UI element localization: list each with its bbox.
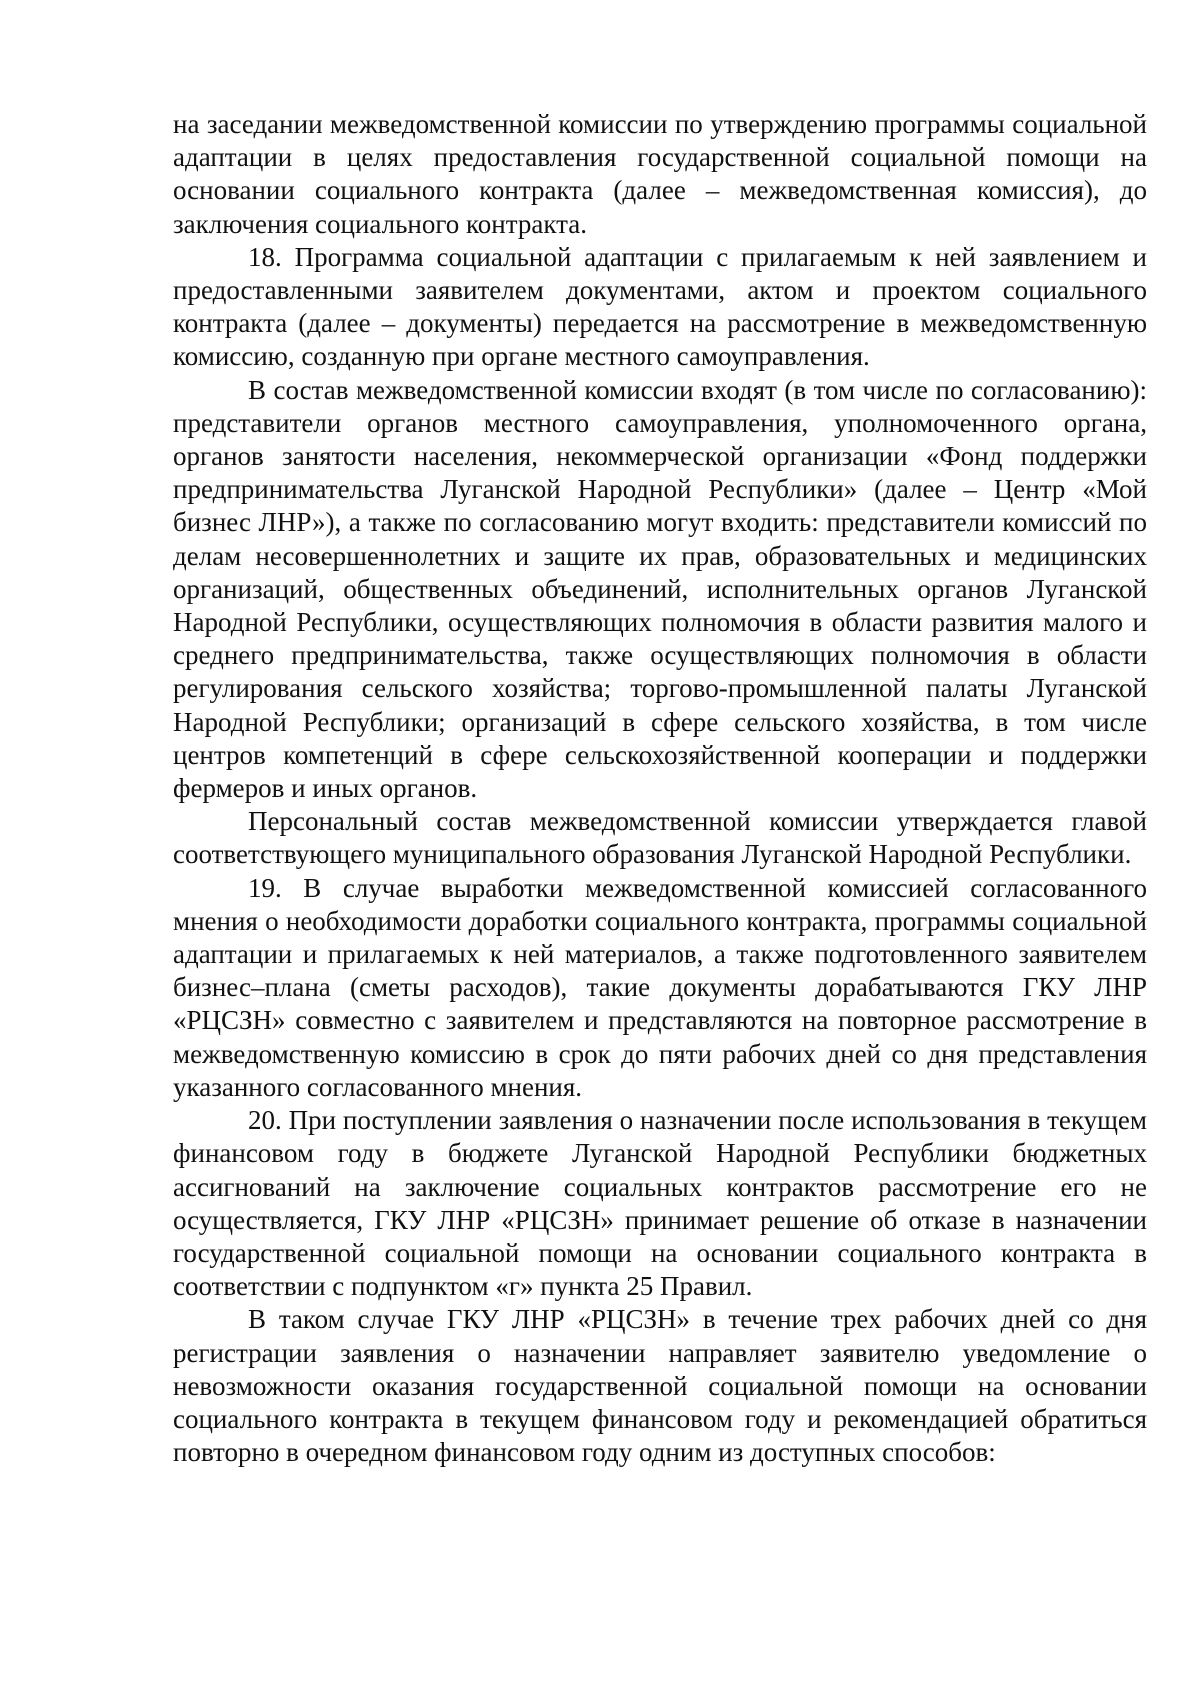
paragraph-20: 20. При поступлении заявления о назначении после использования в текущем финансовом году в бюджете Луганской Народной Республики бюджетных ассигнований на заключение социальных контрактов рассмотрение его не осуществляется, ГКУ ЛНР «РЦСЗН» принимает решение об отказе в назначении государственной социальной помощи на основании социального контракта в соответствии с подпунктом «г» пункта 25 Правил. [173,1105,1147,1302]
paragraph-18-personal-composition: Персональный состав межведомственной комиссии утверждается главой соответствующего муниципального образования Луганской Народной Республики. [173,806,1147,870]
paragraph-18: 18. Программа социальной адаптации с прилагаемым к ней заявлением и предоставленными заявителем документами, актом и проектом социального контракта (далее – документы) передается на рассмотрение в межведомственную комиссию, созданную при органе местного самоуправления. [173,241,1147,372]
paragraph-20-notification: В таком случае ГКУ ЛНР «РЦСЗН» в течение трех рабочих дней со дня регистрации заявления о назначении направляет заявителю уведомление о невозможности оказания государственной социальной помощи на основании социального контракта в текущем финансовом году и рекомендацией обратиться повторно в очередном финансовом году одним из доступных способов: [173,1304,1147,1468]
document-page [173,108,1147,1469]
paragraph-commission-continuation: на заседании межведомственной комиссии по утверждению программы социальной адаптации в целях предоставления государственной социальной помощи на основании социального контракта (далее – межведомственная комиссия), до заключения социального контракта. [173,109,1147,239]
paragraph-18-composition: В состав межведомственной комиссии входят (в том числе по согласованию): представители органов местного самоуправления, уполномоченного органа, органов занятости населения, некоммерческой организации «Фонд поддержки предпринимательства Луганской Народной Республики» (далее – Центр «Мой бизнес ЛНР»), а также по согласованию могут входить: представители комиссий по делам несовершеннолетних и защите их прав, образовательных и медицинских организаций, общественных объединений, исполнительных органов Луганской Народной Республики, осуществляющих полномочия в области развития малого и среднего предпринимательства, также осуществляющих полномочия в области регулирования сельского хозяйства; торгово-промышленной палаты Луганской Народной Республики; организаций в сфере сельского хозяйства, в том числе центров компетенций в сфере сельскохозяйственной кооперации и поддержки фермеров и иных органов. [173,374,1147,804]
paragraph-19: 19. В случае выработки межведомственной комиссией согласованного мнения о необходимости доработки социального контракта, программы социальной адаптации и прилагаемых к ней материалов, а также подготовленного заявителем бизнес–плана (сметы расходов), такие документы дорабатываются ГКУ ЛНР «РЦСЗН» совместно с заявителем и представляются на повторное рассмотрение в межведомственную комиссию в срок до пяти рабочих дней со дня представления указанного согласованного мнения. [173,872,1147,1102]
